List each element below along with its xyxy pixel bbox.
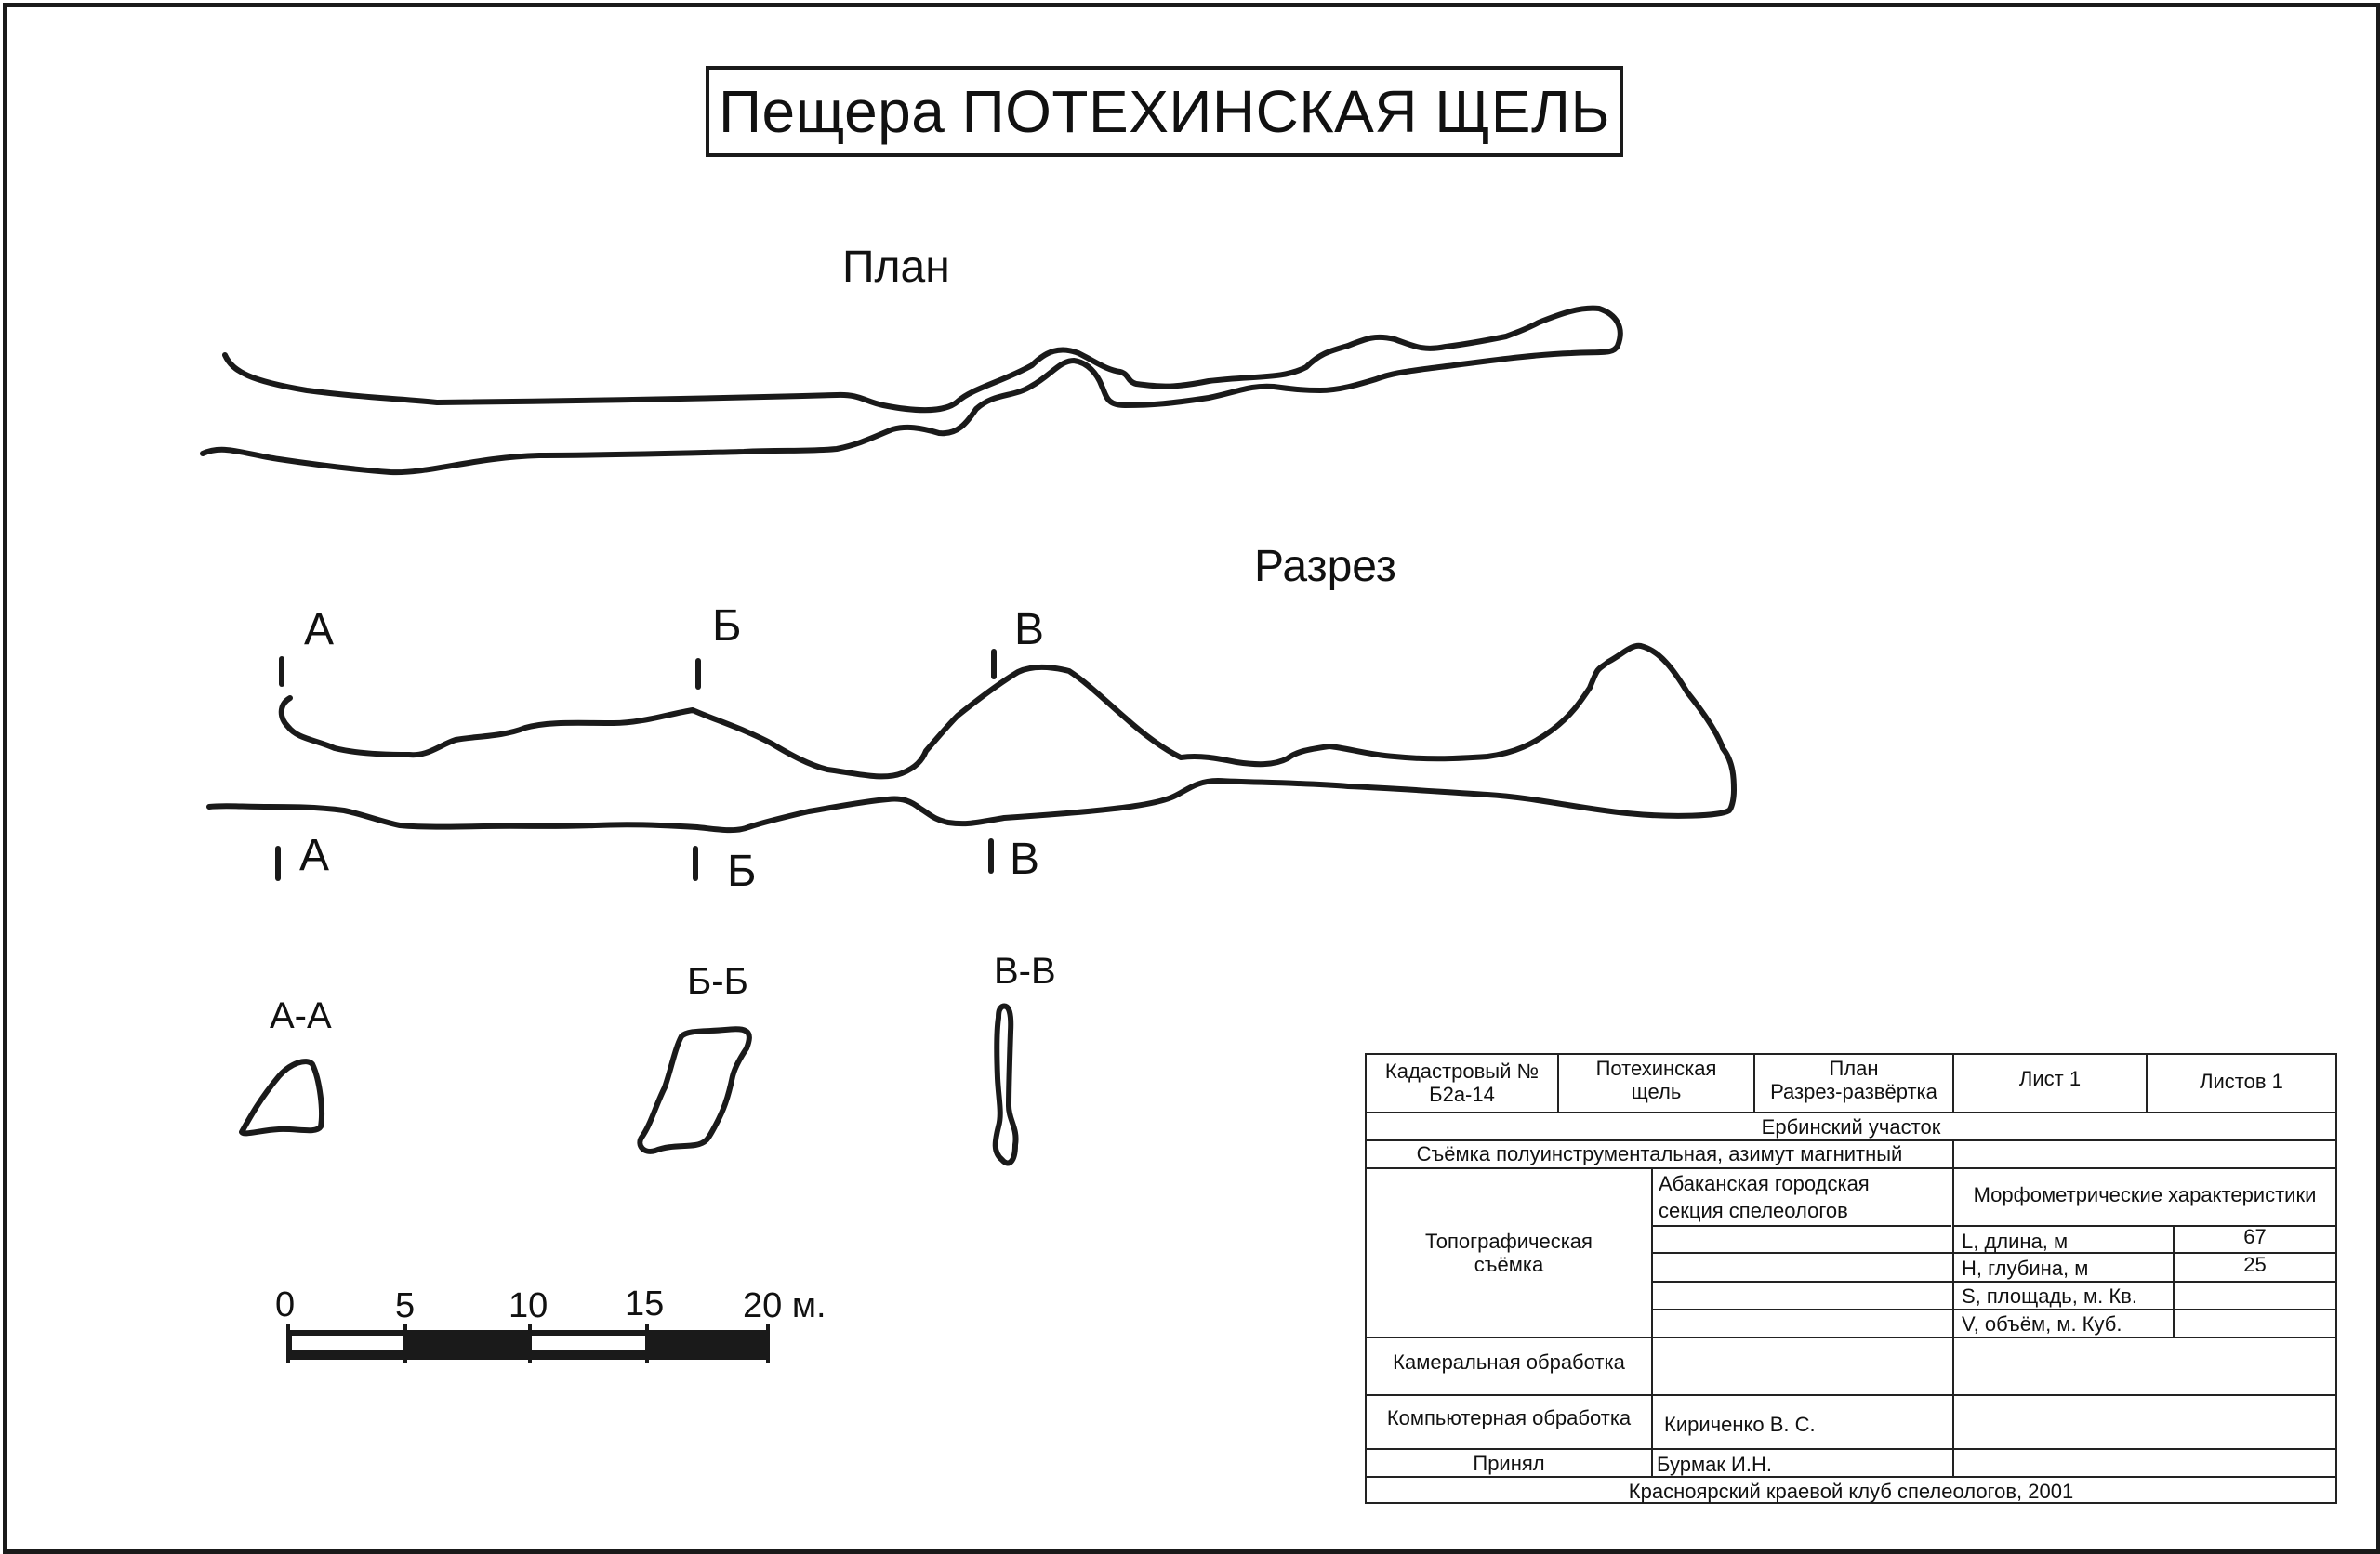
volume-label: V, объём, м. Куб. [1962, 1312, 2122, 1336]
scale-segment-3 [531, 1336, 645, 1350]
org-line-1: Абаканская городская [1659, 1172, 1870, 1195]
depth-label: Н, глубина, м [1962, 1257, 2089, 1280]
morph-header-cell: Морфометрические характеристики [1973, 1183, 2317, 1206]
marker-top-a: А [304, 605, 335, 654]
title-text: Пещера ПОТЕХИНСКАЯ ЩЕЛЬ [719, 78, 1610, 145]
cross-section-vv-label: В-В [994, 951, 1056, 992]
topo-survey-cell: Топографическая съёмка [1425, 1230, 1593, 1277]
cameral-processing-label: Камеральная обработка [1393, 1350, 1625, 1374]
plan-label: План [842, 243, 950, 292]
org-line-2: секция спелеологов [1659, 1199, 1848, 1222]
cross-section-bb-label: Б-Б [687, 961, 748, 1002]
scale-tick-20: 20 м. [743, 1286, 826, 1325]
length-value: 67 [2243, 1225, 2267, 1248]
depth-value: 25 [2243, 1253, 2267, 1276]
area-cell: Ербинский участок [1761, 1115, 1941, 1139]
accepted-label: Принял [1473, 1452, 1545, 1475]
section-label: Разрез [1254, 542, 1396, 591]
survey-method-cell: Съёмка полуинструментальная, азимут магнитный [1416, 1142, 1903, 1166]
cadastral-number: Кадастровый № Б2а-14 [1384, 1060, 1540, 1107]
section-upper-outline [209, 646, 1734, 830]
marker-top-b: Б [712, 601, 742, 651]
computer-processing-person: Кириченко В. С. [1664, 1413, 1816, 1436]
computer-processing-label: Компьютерная обработка [1386, 1406, 1632, 1429]
cross-section-bb [640, 1029, 749, 1152]
area-label: S, площадь, м. Кв. [1962, 1284, 2137, 1308]
scale-tick-5: 5 [395, 1286, 416, 1325]
cross-section-aa-label: А-А [270, 995, 332, 1036]
sheets-total-cell: Листов 1 [2200, 1070, 2283, 1093]
marker-top-v: В [1014, 605, 1045, 654]
cave-name-cell: Потехинская щель [1595, 1057, 1717, 1104]
scale-segment-1 [292, 1336, 403, 1350]
title-block-table [1365, 1053, 2337, 1504]
scale-tick-0: 0 [275, 1285, 296, 1324]
scale-tick-10: 10 [509, 1286, 549, 1325]
length-label: L, длина, м [1962, 1230, 2069, 1253]
cross-section-aa [242, 1061, 322, 1133]
scale-bar [286, 1324, 770, 1363]
sheet-cell: Лист 1 [2018, 1067, 2082, 1090]
marker-bottom-v: В [1010, 835, 1040, 884]
drawing-type-cell: План Разрез-развёртка [1770, 1057, 1937, 1104]
marker-bottom-a: А [299, 831, 330, 880]
footer-organization: Красноярский краевой клуб спелеологов, 2001 [1628, 1480, 2074, 1503]
scale-tick-15: 15 [625, 1284, 665, 1324]
accepted-person: Бурмак И.Н. [1657, 1453, 1772, 1476]
marker-bottom-b: Б [727, 847, 757, 896]
cross-section-vv [996, 1007, 1016, 1164]
plan-upper-wall [203, 309, 1620, 472]
